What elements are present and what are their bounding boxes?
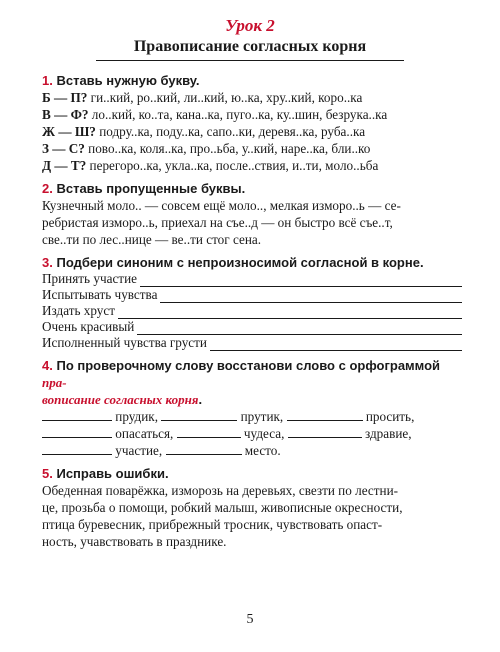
task-1-row: Д — Т? перегоро..ка, укла..ка, после..ствия, и..ти, моло..ьба (42, 158, 379, 173)
task-1-row: В — Ф? ло..кий, ко..та, кана..ка, пуго..ка, ку..шин, безрука..ка (42, 107, 388, 122)
task-3-title: 3. Подбери синоним с непроизносимой согласной в корне. (42, 255, 424, 270)
task-3-row: Принять участие (42, 271, 462, 287)
task-4-row: участие, место. (42, 442, 462, 459)
task-2-title: 2. Вставь пропущенные буквы. (42, 181, 246, 196)
answer-line[interactable] (42, 408, 112, 421)
answer-line[interactable] (287, 408, 363, 421)
task-4-row: прудик, прутик, просить, (42, 408, 462, 425)
answer-line[interactable] (166, 442, 242, 455)
task-4-row: опасаться, чудеса, здравие, (42, 425, 462, 442)
task-1-rows (42, 89, 462, 174)
answer-line[interactable] (210, 338, 462, 351)
answer-line[interactable] (177, 425, 241, 438)
answer-line[interactable] (42, 425, 112, 438)
answer-line[interactable] (161, 408, 237, 421)
task-3-row: Очень красивый (42, 319, 462, 335)
task-2-line: Кузнечный моло.. — совсем ещё моло.., мелкая изморо..ь — се- (42, 198, 401, 213)
task-4-title: 4. По проверочному слову восстанови слово с орфограммой пра- вописание согласных корня. (42, 358, 441, 407)
task-5-line: це, прозьба о помощи, робкий малыш, живописные окресности, (42, 500, 403, 515)
task-1-title: 1. Вставь нужную букву. (42, 73, 200, 88)
answer-line[interactable] (42, 442, 112, 455)
task-3-row: Исполненный чувства грусти (42, 335, 462, 351)
page-title: Правописание согласных корня (133, 38, 367, 55)
answer-line[interactable] (160, 290, 462, 303)
task-5-line: птица буревесник, прибрежный тросник, чувствовать опаст- (42, 517, 383, 532)
page-number: 5 (246, 612, 254, 627)
answer-line[interactable] (288, 425, 362, 438)
task-2-line: ребристая изморо..ь, приехал на съе..д — он быстро всё съе..т, (42, 215, 393, 230)
lesson-heading: Урок 2 (225, 16, 275, 35)
title-underline (96, 60, 404, 61)
task-5-title: 5. Исправь ошибки. (42, 466, 169, 481)
task-1-row: З — С? пово..ка, коля..ка, про..ьба, у..кий, наре..ка, бли..ко (42, 141, 371, 156)
exercises (42, 66, 462, 550)
task-1-row: Б — П? ги..кий, ро..кий, ли..кий, ю..ка, хру..кий, коро..ка (42, 90, 363, 105)
task-5-line: Обеденная поварёжка, изморозь на деревьях, свезти по лестни- (42, 483, 399, 498)
answer-line[interactable] (118, 306, 462, 319)
task-3-row: Издать хруст (42, 303, 462, 319)
task-1-row: Ж — Ш? подру..ка, поду..ка, сапо..ки, деревя..ка, руба..ка (42, 124, 366, 139)
task-2-line: све..ти по лес..нице — ве..ти стог сена. (42, 232, 262, 247)
answer-line[interactable] (140, 274, 462, 287)
task-5-line: ность, учавствовать в празднике. (42, 534, 227, 549)
task-3-row: Испытывать чувства (42, 287, 462, 303)
